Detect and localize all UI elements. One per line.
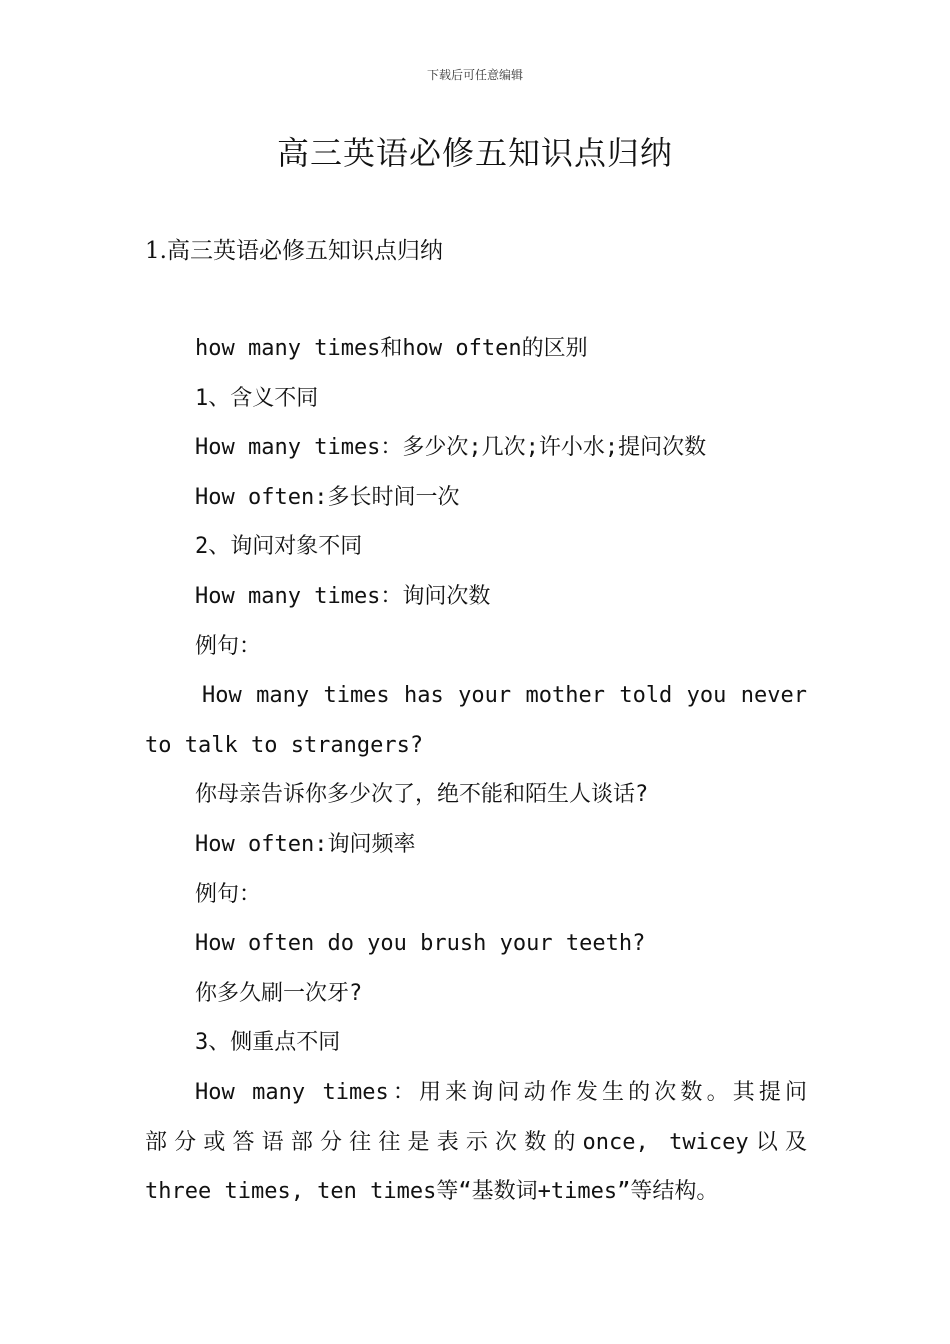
paragraph-line: How often do you brush your teeth?	[195, 931, 646, 957]
page-title: 高三英语必修五知识点归纳	[276, 134, 673, 172]
paragraph-line: 例句：	[195, 881, 262, 907]
paragraph-line: 例句：	[195, 633, 262, 659]
paragraph-line: 部分或答语部分往往是表示次数的once, twicey以及	[145, 1129, 807, 1155]
paragraph-line: 你母亲告诉你多少次了，绝不能和陌生人谈话?	[195, 782, 649, 808]
paragraph-line: How many times：用来询问动作发生的次数。其提问	[195, 1079, 807, 1105]
paragraph-line: 3、侧重点不同	[195, 1030, 341, 1056]
paragraph-line: How many times：询问次数	[195, 583, 491, 609]
paragraph-line: 你多久刷一次牙?	[195, 980, 363, 1006]
paragraph-line: 2、询问对象不同	[195, 534, 363, 560]
paragraph-line: How many times has your mother told you never	[202, 683, 807, 709]
section-heading: 1.高三英语必修五知识点归纳	[145, 238, 443, 264]
paragraph-line: three times, ten times等“基数词+times”等结构。	[145, 1179, 719, 1205]
paragraph-line: to talk to strangers?	[145, 732, 424, 758]
paragraph-line: 1、含义不同	[195, 385, 319, 411]
paragraph-line: How many times：多少次;几次;许小水;提问次数	[195, 435, 707, 461]
document-body	[145, 324, 807, 1217]
header-note: 下载后可任意编辑	[426, 68, 523, 82]
paragraph-line: How often:询问频率	[195, 831, 416, 857]
paragraph-line: how many times和how often的区别	[195, 336, 588, 361]
paragraph-line: How often:多长时间一次	[195, 484, 460, 510]
